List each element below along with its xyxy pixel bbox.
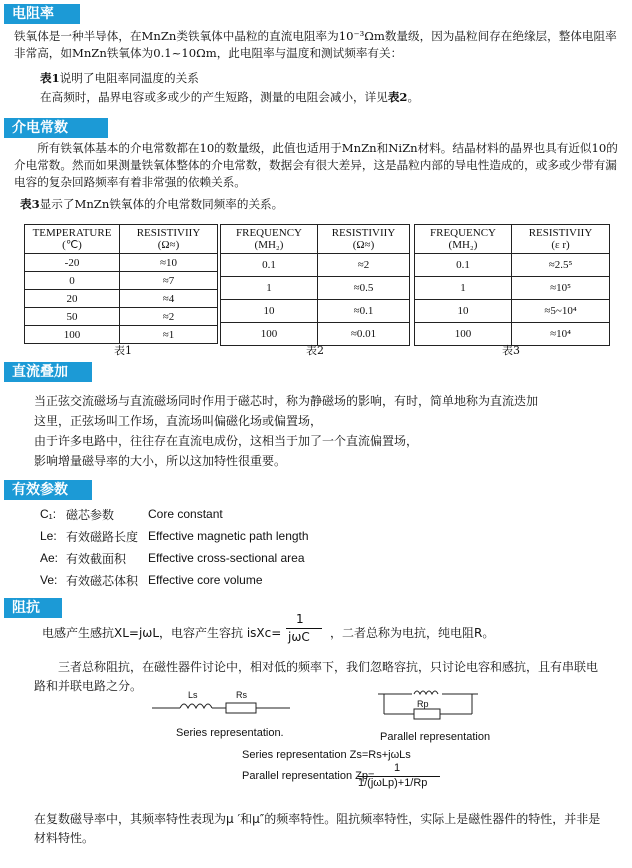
parallel-rp-label: Rp — [417, 699, 429, 709]
series-rs-label: Rs — [236, 690, 247, 700]
table-row: 100 ≈10⁴ — [415, 323, 610, 346]
resistivity-high-freq-note — [40, 89, 419, 106]
param-symbol: C₁: — [40, 507, 57, 521]
param-name-zh: 有效磁路长度 — [66, 530, 139, 544]
dc-bias-line: 当正弦交流磁场与直流磁场同时作用于磁芯时，称为静磁场的影响，有时，简单地称为直流迭加 — [34, 394, 539, 408]
fraction-bar — [286, 628, 322, 629]
resistivity-paragraph: 铁氧体是一种半导体，在MnZn类铁氧体中晶粒的直流电阻率为10⁻³Ωm数量级，因为晶粒间存在绝缘层，整体电阻率非常高，如MnZn铁氧体为0.1~10Ωm，此电阻率与温度和测试频率有关： — [14, 29, 617, 60]
table-1-temperature-resistivity — [24, 224, 218, 344]
parallel-circuit-diagram — [378, 688, 478, 732]
t1-header-temperature: TEMPERATURE (℃) — [25, 225, 120, 254]
table-row: 1 ≈10⁵ — [415, 277, 610, 300]
series-circuit-diagram — [150, 690, 310, 720]
section-heading-resistivity: 电阻率 — [4, 4, 80, 24]
high-freq-text: 在高频时，晶界电容或多或少的产生短路，测量的电阻会减小，详见 — [40, 90, 388, 104]
param-name-zh: 有效截面积 — [66, 552, 127, 566]
t2-header-resistivity: RESISTIVIIY (Ω≈) — [318, 225, 410, 254]
high-freq-end: 。 — [407, 90, 420, 104]
table-row: 10 ≈0.1 — [221, 300, 410, 323]
table-row: 100 ≈0.01 — [221, 323, 410, 346]
t1-header-resistivity: RESISTIVIIY (Ω≈) — [120, 225, 218, 254]
t3-header-frequency: FREQUENCY (MH₂) — [415, 225, 512, 254]
table-row: -20 ≈10 — [25, 254, 218, 272]
param-name-en: Effective core volume — [148, 573, 263, 587]
table-row: 10 ≈5~10⁴ — [415, 300, 610, 323]
table-row: 20 ≈4 — [25, 290, 218, 308]
series-equation: Series representation Zs=Rs+jωLs — [242, 749, 411, 761]
impedance-paragraph: 三者总称阻抗，在磁性器件讨论中，相对低的频率下，我们忽略容抗，只讨论电容和感抗，且有串联电路和并联电路之分。 — [34, 660, 599, 693]
impedance-final-paragraph: 在复数磁导率中，其频率特性表现为μ ′和μ″的频率特性。阻抗频率特性，实际上是磁性器件的特性，并非是材料特性。 — [34, 812, 601, 845]
table1-note-text: 说明了电阻率同温度的关系 — [59, 71, 199, 85]
dc-bias-line: 影响增量磁导率的大小，所以这加特性很重要。 — [34, 454, 287, 468]
t3-header-permittivity: RESISTIVIIY (ε r) — [512, 225, 610, 254]
series-caption: Series representation. — [176, 727, 284, 739]
reactance-text: 电感产生感抗XL=jωL，电容产生容抗 isXc= — [42, 626, 282, 640]
dc-bias-line: 这里，正弦场叫工作场，直流场叫偏磁化场或偏置场， — [34, 414, 323, 428]
fraction-denominator: jωC — [288, 630, 310, 644]
section-heading-dc-bias: 直流叠加 — [4, 362, 92, 382]
parallel-equation: Parallel representation Zp= — [242, 770, 375, 782]
table-2-frequency-resistivity — [220, 224, 410, 346]
dielectric-table3-note — [20, 196, 283, 213]
table-1-caption: 表1 — [114, 344, 132, 357]
table-row: 0.1 ≈2 — [221, 254, 410, 277]
table-row: 0.1 ≈2.5⁵ — [415, 254, 610, 277]
section-heading-impedance: 阻抗 — [4, 598, 62, 618]
param-name-en: Effective cross-sectional area — [148, 551, 305, 565]
dc-bias-line: 由于许多电路中，往往存在直流电成份，这相当于加了一个直流偏置场， — [34, 434, 419, 448]
dielectric-paragraph: 所有铁氧体基本的介电常数都在10的数量级，此值也适用于MnZn和NiZn材料。结晶材料的晶界也具有近似10的介电常数。然而如果测量铁氧体整体的介电常数，数据会有很大差异，这是晶粒内部的导电性造成的，或多或少带有漏电容的复杂回路频率有着非常强的依赖关系。 — [14, 141, 618, 189]
table-row: 100 ≈1 — [25, 326, 218, 344]
table3-note-text: 显示了MnZn铁氧体的介电常数同频率的关系。 — [39, 197, 284, 211]
table-row: 0 ≈7 — [25, 272, 218, 290]
resistivity-table1-note — [40, 70, 199, 87]
param-name-en: Core constant — [148, 507, 223, 521]
series-ls-label: Ls — [188, 690, 198, 700]
param-name-zh: 磁芯参数 — [66, 508, 115, 522]
param-symbol: Le: — [40, 529, 57, 543]
param-symbol: Ve: — [40, 573, 58, 587]
param-name-zh: 有效磁芯体积 — [66, 574, 139, 588]
parallel-eq-denominator: 1/(jωLp)+1/Rp — [358, 777, 428, 789]
param-symbol: Ae: — [40, 551, 59, 565]
parallel-eq-numerator: 1 — [394, 762, 401, 774]
section-heading-effective-params: 有效参数 — [4, 480, 92, 500]
table3-ref: 表3 — [20, 197, 40, 211]
table-2-caption: 表2 — [306, 344, 324, 357]
table-3-frequency-permittivity — [414, 224, 610, 346]
section-heading-dielectric: 介电常数 — [4, 118, 108, 138]
reactance-text-end: ，二者总称为电抗，纯电阻R。 — [330, 626, 495, 640]
parallel-caption: Parallel representation — [380, 731, 491, 743]
table-3-caption: 表3 — [502, 344, 520, 357]
table-row: 1 ≈0.5 — [221, 277, 410, 300]
fraction-numerator: 1 — [296, 612, 304, 626]
t2-header-frequency: FREQUENCY (MH₂) — [221, 225, 318, 254]
param-name-en: Effective magnetic path length — [148, 529, 309, 543]
table1-ref: 表1 — [40, 71, 60, 85]
table-row: 50 ≈2 — [25, 308, 218, 326]
table2-ref: 表2 — [387, 90, 408, 104]
